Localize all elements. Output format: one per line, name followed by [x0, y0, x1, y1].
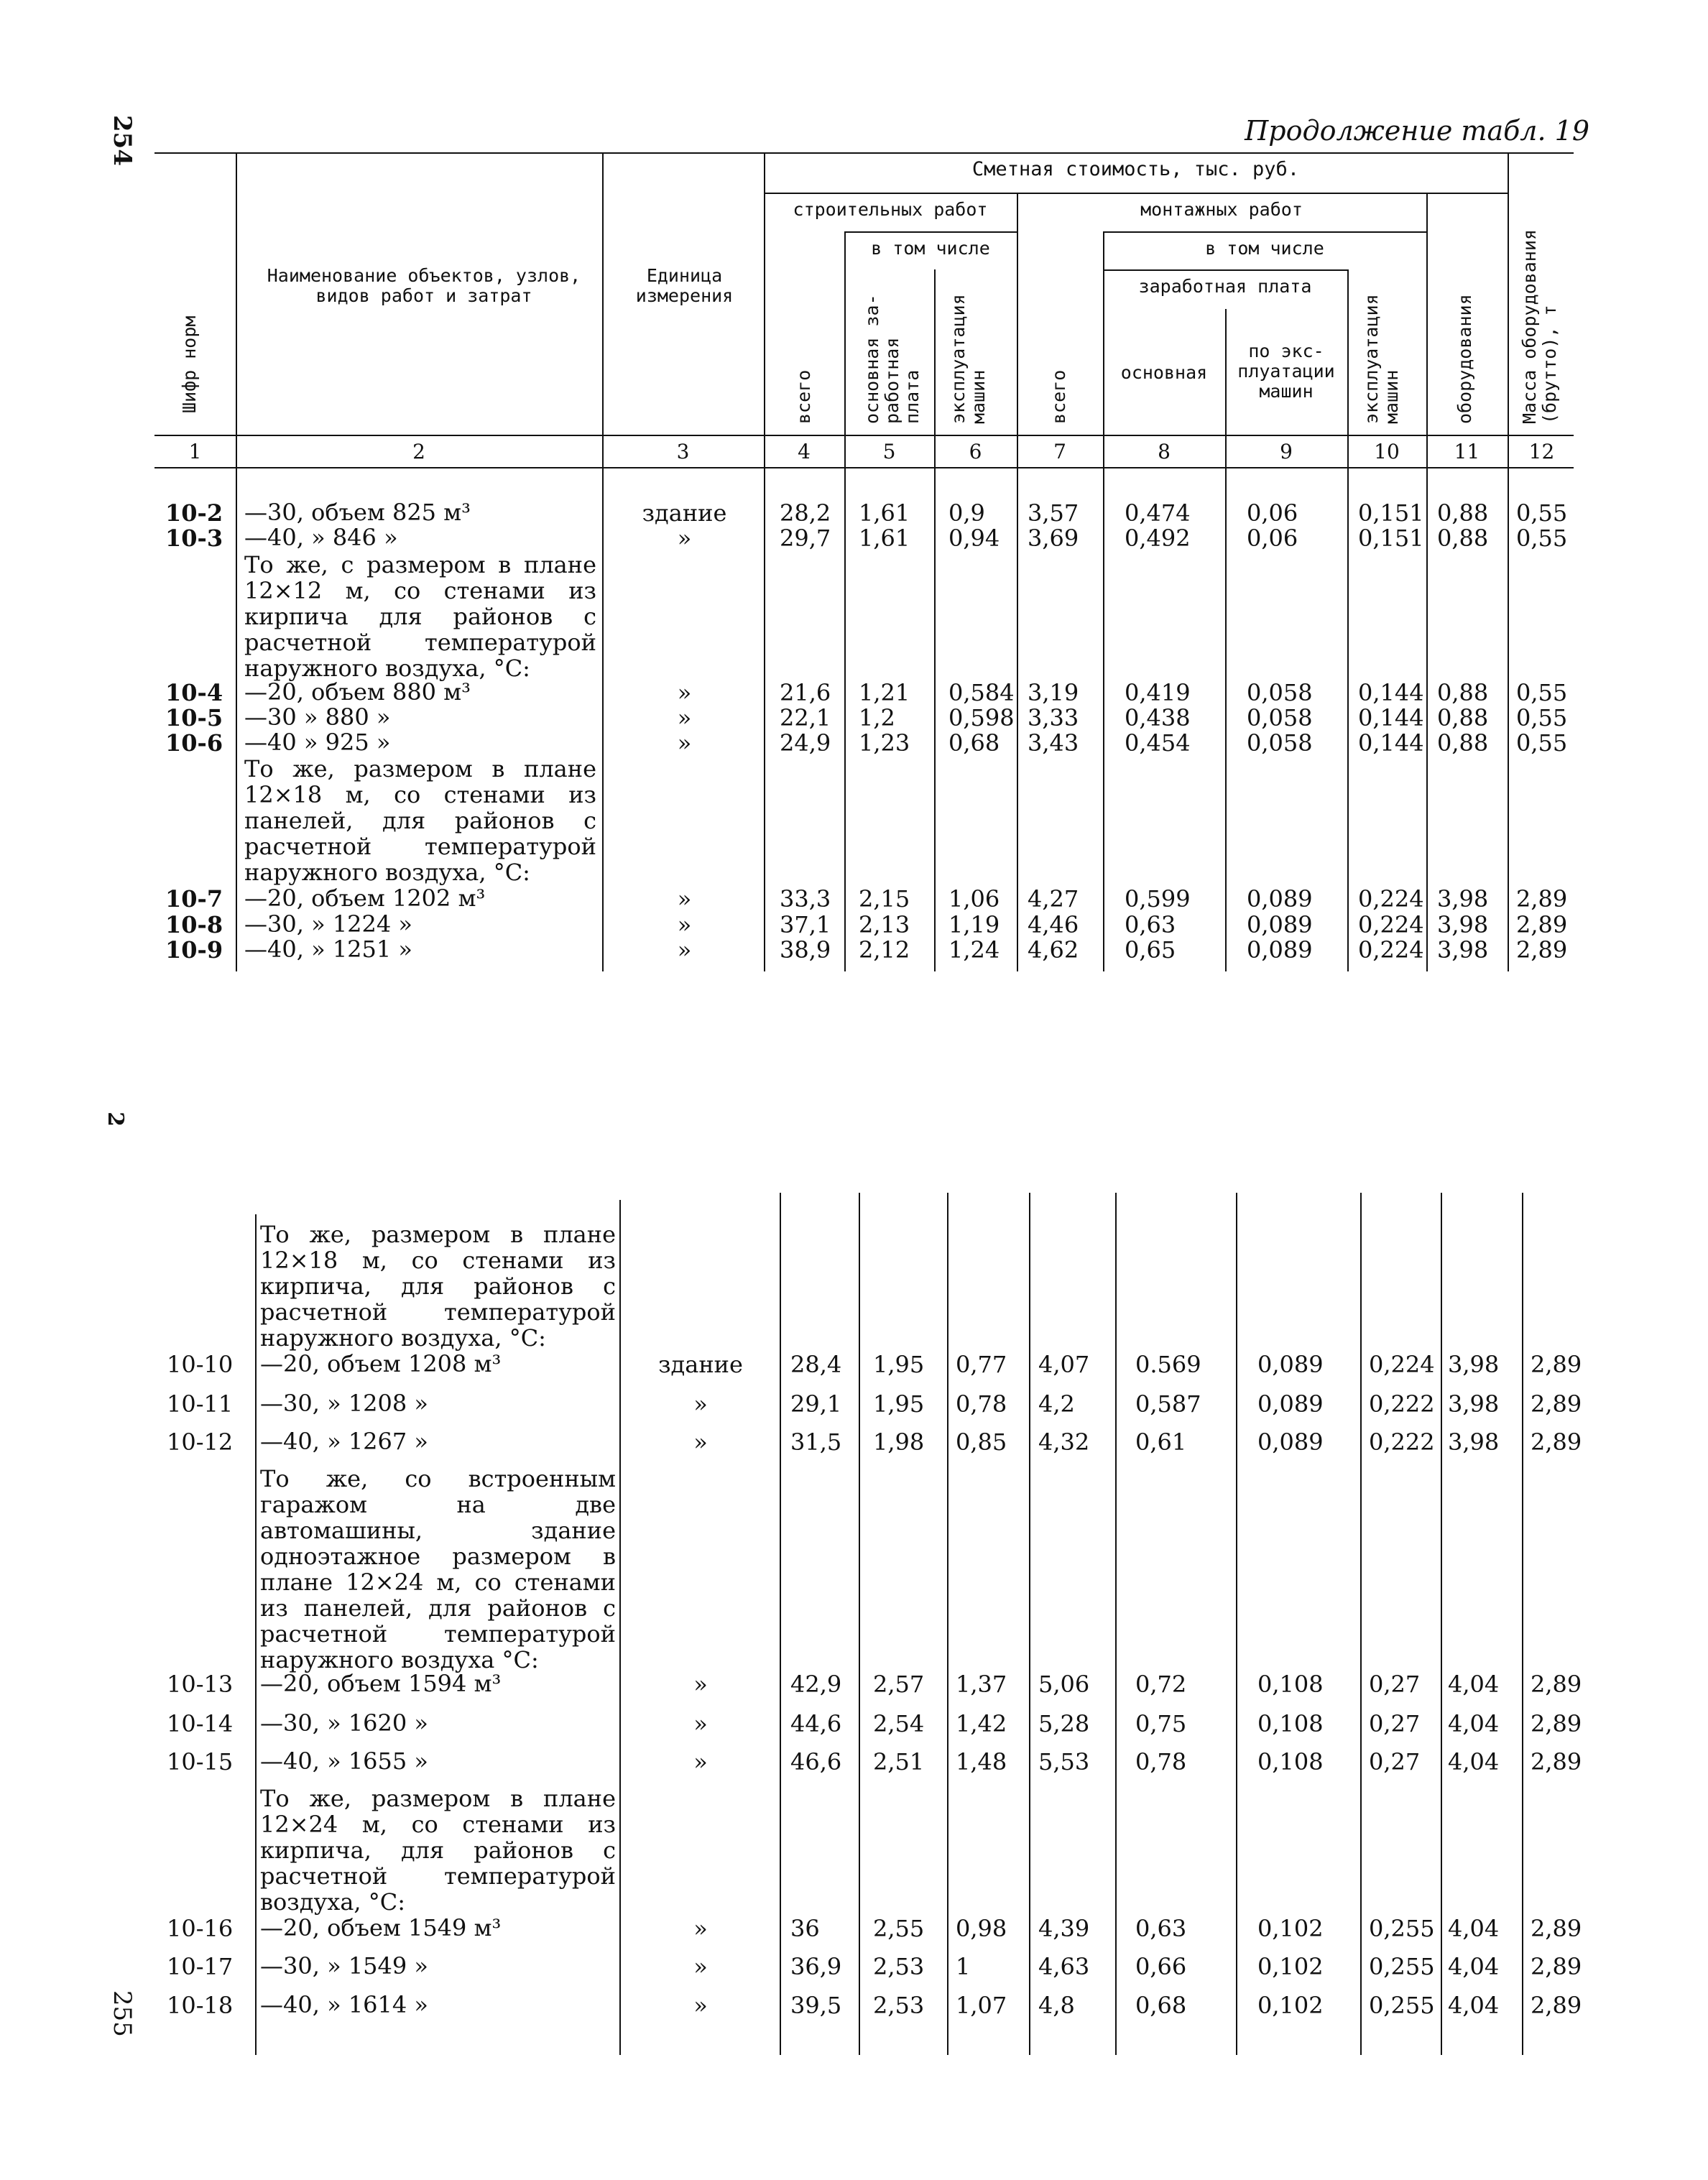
value-cell: 3,98	[1448, 1428, 1500, 1456]
row-unit: »	[677, 936, 692, 964]
col-number: 4	[798, 440, 811, 463]
value-cell: 0,224	[1369, 1351, 1435, 1378]
row-unit: »	[677, 679, 692, 706]
value-cell: 4,04	[1448, 1953, 1500, 1980]
value-cell: 0,151	[1358, 499, 1424, 527]
row-code: 10-15	[167, 1748, 234, 1775]
value-cell: 42,9	[790, 1671, 842, 1698]
value-cell: 2,12	[859, 936, 910, 964]
value-cell: 5,28	[1038, 1710, 1090, 1737]
value-cell: 2,89	[1531, 1710, 1582, 1737]
row-code: 10-9	[165, 936, 223, 964]
row-code: 10-6	[165, 729, 223, 757]
c10-header: эксплуатация машин	[1361, 294, 1402, 424]
row-code: 10-7	[165, 885, 223, 913]
cost-group-header: Сметная стоимость, тыс. руб.	[971, 158, 1300, 180]
value-cell: 2,55	[873, 1915, 925, 1942]
value-cell: 4,46	[1028, 911, 1079, 938]
value-cell: 0,108	[1257, 1748, 1324, 1775]
value-cell: 31,5	[790, 1428, 842, 1456]
value-cell: 2,89	[1531, 1915, 1582, 1942]
value-cell: 0,144	[1358, 679, 1424, 706]
value-cell: 2,89	[1531, 1428, 1582, 1456]
value-cell: 3,98	[1448, 1351, 1500, 1378]
row-description: То же, с размером в плане 12×12 м, со стенами из кирпича для районов с расчетной температурой наружного воздуха, °С:	[244, 551, 596, 682]
value-cell: 38,9	[780, 936, 831, 964]
row-unit: »	[693, 1992, 708, 2019]
value-cell: 1,37	[956, 1671, 1007, 1698]
row-code: 10-8	[165, 911, 223, 938]
value-cell: 0,27	[1369, 1748, 1421, 1775]
value-cell: 2,15	[859, 885, 910, 913]
col-unit-header: Единица измерения	[635, 265, 734, 306]
value-cell: 2,53	[873, 1992, 925, 2019]
value-cell: 0,85	[956, 1428, 1007, 1456]
incl-header-1: в том числе	[871, 238, 990, 259]
row-code: 10-14	[167, 1710, 234, 1737]
value-cell: 0,98	[956, 1915, 1007, 1942]
value-cell: 0,88	[1437, 729, 1489, 757]
value-cell: 1,42	[956, 1710, 1007, 1737]
row-description: —40, » 1267 »	[260, 1428, 428, 1455]
row-unit: »	[693, 1428, 708, 1456]
page-number-right: 255	[108, 1990, 137, 2037]
value-cell: 3,98	[1437, 936, 1489, 964]
value-cell: 0,68	[948, 729, 1000, 757]
value-cell: 2,89	[1531, 1953, 1582, 1980]
row-code: 10-17	[167, 1953, 234, 1980]
value-cell: 4,07	[1038, 1351, 1090, 1378]
value-cell: 0,27	[1369, 1671, 1421, 1698]
c12-header: Масса оборудования (брутто), т	[1519, 229, 1560, 424]
value-cell: 4,8	[1038, 1992, 1075, 2019]
row-description: —30, » 1224 »	[244, 910, 412, 938]
value-cell: 0,55	[1516, 729, 1568, 757]
row-code: 10-11	[167, 1390, 234, 1418]
value-cell: 0,438	[1125, 704, 1191, 731]
value-cell: 0,63	[1135, 1915, 1187, 1942]
c4-header: всего	[793, 369, 814, 424]
row-unit: »	[693, 1390, 708, 1418]
signature-mark: 2	[102, 1112, 128, 1127]
value-cell: 29,7	[780, 525, 831, 552]
value-cell: 0,089	[1247, 936, 1313, 964]
col-number: 9	[1280, 440, 1293, 463]
row-unit: »	[693, 1671, 708, 1698]
row-unit: здание	[642, 499, 727, 527]
value-cell: 0,089	[1247, 911, 1313, 938]
construction-header: строительных работ	[793, 199, 988, 220]
value-cell: 1,23	[859, 729, 910, 757]
value-cell: 4,04	[1448, 1748, 1500, 1775]
value-cell: 0,089	[1257, 1390, 1324, 1418]
value-cell: 4,63	[1038, 1953, 1090, 1980]
value-cell: 0,27	[1369, 1710, 1421, 1737]
c9-header: по экс-плуатации машин	[1237, 341, 1335, 402]
value-cell: 0,77	[956, 1351, 1007, 1378]
row-description: —30, объем 825 м³	[244, 499, 471, 526]
value-cell: 0,255	[1369, 1915, 1435, 1942]
value-cell: 2,89	[1531, 1390, 1582, 1418]
value-cell: 0,55	[1516, 704, 1568, 731]
value-cell: 3,98	[1437, 885, 1489, 913]
col-code-header: Шифр норм	[179, 315, 200, 413]
row-unit: здание	[658, 1351, 743, 1378]
value-cell: 2,13	[859, 911, 910, 938]
value-cell: 2,51	[873, 1748, 925, 1775]
col-number: 10	[1374, 440, 1400, 463]
value-cell: 0.569	[1135, 1351, 1201, 1378]
value-cell: 0,88	[1437, 525, 1489, 552]
value-cell: 2,53	[873, 1953, 925, 1980]
col-number: 2	[412, 440, 425, 463]
value-cell: 0,058	[1247, 679, 1313, 706]
value-cell: 4,04	[1448, 1915, 1500, 1942]
value-cell: 0,94	[948, 525, 1000, 552]
row-description: То же, размером в плане 12×18 м, со стенами из кирпича, для районов с расчетной температурой наружного воздуха, °С:	[260, 1221, 616, 1352]
value-cell: 0,65	[1125, 936, 1176, 964]
c8-header: основная	[1120, 362, 1208, 383]
value-cell: 2,89	[1516, 936, 1568, 964]
value-cell: 0,144	[1358, 704, 1424, 731]
row-unit: »	[693, 1710, 708, 1737]
row-description: —40, » 1655 »	[260, 1747, 428, 1775]
value-cell: 21,6	[780, 679, 831, 706]
value-cell: 0,108	[1257, 1671, 1324, 1698]
value-cell: 0,151	[1358, 525, 1424, 552]
value-cell: 2,89	[1531, 1671, 1582, 1698]
row-description: —40, » 1614 »	[260, 1991, 428, 2018]
value-cell: 3,57	[1028, 499, 1079, 527]
col-number: 1	[188, 440, 202, 463]
row-unit: »	[677, 525, 692, 552]
value-cell: 0,55	[1516, 499, 1568, 527]
value-cell: 1,98	[873, 1428, 925, 1456]
value-cell: 24,9	[780, 729, 831, 757]
value-cell: 3,98	[1437, 911, 1489, 938]
value-cell: 5,06	[1038, 1671, 1090, 1698]
row-description: —30, » 1549 »	[260, 1952, 428, 1980]
value-cell: 0,88	[1437, 499, 1489, 527]
row-description: То же, размером в плане 12×24 м, со стенами из кирпича, для районов с расчетной температурой воздуха, °С:	[260, 1785, 616, 1916]
value-cell: 0,599	[1125, 885, 1191, 913]
value-cell: 2,89	[1531, 1992, 1582, 2019]
value-cell: 1,95	[873, 1351, 925, 1378]
salary-header: заработная плата	[1138, 276, 1312, 297]
value-cell: 2,89	[1531, 1351, 1582, 1378]
value-cell: 29,1	[790, 1390, 842, 1418]
col-number: 11	[1454, 440, 1480, 463]
row-code: 10-16	[167, 1915, 234, 1942]
value-cell: 2,89	[1531, 1748, 1582, 1775]
value-cell: 3,43	[1028, 729, 1079, 757]
value-cell: 36,9	[790, 1953, 842, 1980]
value-cell: 0,06	[1247, 499, 1298, 527]
row-description: —20, объем 880 м³	[244, 678, 471, 706]
value-cell: 0,224	[1358, 911, 1424, 938]
value-cell: 0,492	[1125, 525, 1191, 552]
row-code: 10-18	[167, 1992, 234, 2019]
value-cell: 3,33	[1028, 704, 1079, 731]
value-cell: 0,058	[1247, 704, 1313, 731]
value-cell: 0,102	[1257, 1992, 1324, 2019]
value-cell: 1,61	[859, 499, 910, 527]
value-cell: 1,61	[859, 525, 910, 552]
value-cell: 0,72	[1135, 1671, 1187, 1698]
row-unit: »	[677, 885, 692, 913]
row-description: —20, объем 1208 м³	[260, 1350, 502, 1377]
value-cell: 1,95	[873, 1390, 925, 1418]
value-cell: 46,6	[790, 1748, 842, 1775]
value-cell: 0,222	[1369, 1390, 1435, 1418]
row-description: —30 » 880 »	[244, 703, 391, 731]
value-cell: 0,68	[1135, 1992, 1187, 2019]
value-cell: 0,55	[1516, 679, 1568, 706]
col-number: 8	[1158, 440, 1171, 463]
value-cell: 2,89	[1516, 911, 1568, 938]
value-cell: 4,04	[1448, 1992, 1500, 2019]
row-description: —30, » 1208 »	[260, 1390, 428, 1417]
value-cell: 0,108	[1257, 1710, 1324, 1737]
value-cell: 44,6	[790, 1710, 842, 1737]
col-number: 7	[1053, 440, 1066, 463]
value-cell: 1,21	[859, 679, 910, 706]
row-code: 10-3	[165, 525, 223, 552]
value-cell: 0,454	[1125, 729, 1191, 757]
value-cell: 2,57	[873, 1671, 925, 1698]
col-number: 6	[969, 440, 982, 463]
value-cell: 0,089	[1257, 1351, 1324, 1378]
c7-header: всего	[1048, 369, 1069, 424]
value-cell: 0,144	[1358, 729, 1424, 757]
value-cell: 0,058	[1247, 729, 1313, 757]
value-cell: 4,39	[1038, 1915, 1090, 1942]
value-cell: 0,78	[1135, 1748, 1187, 1775]
value-cell: 28,2	[780, 499, 831, 527]
row-description: —20, объем 1594 м³	[260, 1670, 502, 1697]
value-cell: 33,3	[780, 885, 831, 913]
row-description: —20, объем 1549 м³	[260, 1914, 502, 1941]
value-cell: 3,98	[1448, 1390, 1500, 1418]
value-cell: 4,2	[1038, 1390, 1075, 1418]
row-unit: »	[677, 704, 692, 731]
value-cell: 37,1	[780, 911, 831, 938]
row-code: 10-13	[167, 1671, 234, 1698]
value-cell: 0,089	[1247, 885, 1313, 913]
row-unit: »	[693, 1915, 708, 1942]
row-description: То же, размером в плане 12×18 м, со стенами из панелей, для районов с расчетной температурой наружного воздуха, °С:	[244, 755, 596, 886]
c6-header: эксплуатация машин	[948, 294, 989, 424]
value-cell: 3,19	[1028, 679, 1079, 706]
value-cell: 0,587	[1135, 1390, 1201, 1418]
value-cell: 39,5	[790, 1992, 842, 2019]
continuation-title: Продолжение табл. 19	[1245, 115, 1589, 147]
mounting-header: монтажных работ	[1140, 199, 1303, 220]
value-cell: 4,32	[1038, 1428, 1090, 1456]
row-code: 10-4	[165, 679, 223, 706]
value-cell: 4,04	[1448, 1671, 1500, 1698]
value-cell: 1,06	[948, 885, 1000, 913]
col-name-header: Наименование объектов, узлов, видов работ и затрат	[267, 265, 581, 306]
c11-header: оборудования	[1454, 294, 1475, 424]
value-cell: 0,102	[1257, 1915, 1324, 1942]
row-code: 10-2	[165, 499, 223, 527]
col-number: 3	[676, 440, 690, 463]
value-cell: 0,255	[1369, 1953, 1435, 1980]
value-cell: 1,48	[956, 1748, 1007, 1775]
row-code: 10-10	[167, 1351, 234, 1378]
row-description: —30, » 1620 »	[260, 1709, 428, 1737]
value-cell: 0,419	[1125, 679, 1191, 706]
value-cell: 0,55	[1516, 525, 1568, 552]
value-cell: 0,78	[956, 1390, 1007, 1418]
row-unit: »	[693, 1953, 708, 1980]
value-cell: 0,9	[948, 499, 985, 527]
row-unit: »	[693, 1748, 708, 1775]
row-unit: »	[677, 729, 692, 757]
incl-header-2: в том числе	[1205, 238, 1324, 259]
value-cell: 1,19	[948, 911, 1000, 938]
value-cell: 0,089	[1257, 1428, 1324, 1456]
value-cell: 22,1	[780, 704, 831, 731]
col-number: 12	[1528, 440, 1555, 463]
row-unit: »	[677, 911, 692, 938]
c5-header: основная за-работная плата	[862, 294, 923, 424]
value-cell: 1,07	[956, 1992, 1007, 2019]
row-code: 10-12	[167, 1428, 234, 1456]
value-cell: 0,598	[948, 704, 1015, 731]
value-cell: 4,62	[1028, 936, 1079, 964]
value-cell: 2,54	[873, 1710, 925, 1737]
value-cell: 1,2	[859, 704, 895, 731]
value-cell: 28,4	[790, 1351, 842, 1378]
value-cell: 0,584	[948, 679, 1015, 706]
value-cell: 0,88	[1437, 679, 1489, 706]
value-cell: 4,04	[1448, 1710, 1500, 1737]
row-code: 10-5	[165, 704, 223, 731]
value-cell: 0,63	[1125, 911, 1176, 938]
col-number: 5	[882, 440, 896, 463]
value-cell: 4,27	[1028, 885, 1079, 913]
value-cell: 0,224	[1358, 885, 1424, 913]
value-cell: 0,75	[1135, 1710, 1187, 1737]
row-description: —40, » 846 »	[244, 524, 398, 551]
value-cell: 2,89	[1516, 885, 1568, 913]
row-description: —20, объем 1202 м³	[244, 885, 486, 912]
value-cell: 0,474	[1125, 499, 1191, 527]
value-cell: 1,24	[948, 936, 1000, 964]
page-number-left: 254	[108, 115, 137, 166]
value-cell: 3,69	[1028, 525, 1079, 552]
value-cell: 0,61	[1135, 1428, 1187, 1456]
row-description: —40 » 925 »	[244, 729, 391, 756]
value-cell: 0,06	[1247, 525, 1298, 552]
value-cell: 36	[790, 1915, 820, 1942]
value-cell: 0,222	[1369, 1428, 1435, 1456]
value-cell: 0,224	[1358, 936, 1424, 964]
value-cell: 0,102	[1257, 1953, 1324, 1980]
row-description: То же, со встроенным гаражом на две автомашины, здание одноэтажное размером в плане 12×24 м, со стенами из панелей, для районов с расчетной температурой наружного воздуха °С:	[260, 1465, 616, 1673]
value-cell: 1	[956, 1953, 971, 1980]
row-description: —40, » 1251 »	[244, 936, 412, 963]
value-cell: 0,88	[1437, 704, 1489, 731]
value-cell: 5,53	[1038, 1748, 1090, 1775]
value-cell: 0,66	[1135, 1953, 1187, 1980]
value-cell: 0,255	[1369, 1992, 1435, 2019]
